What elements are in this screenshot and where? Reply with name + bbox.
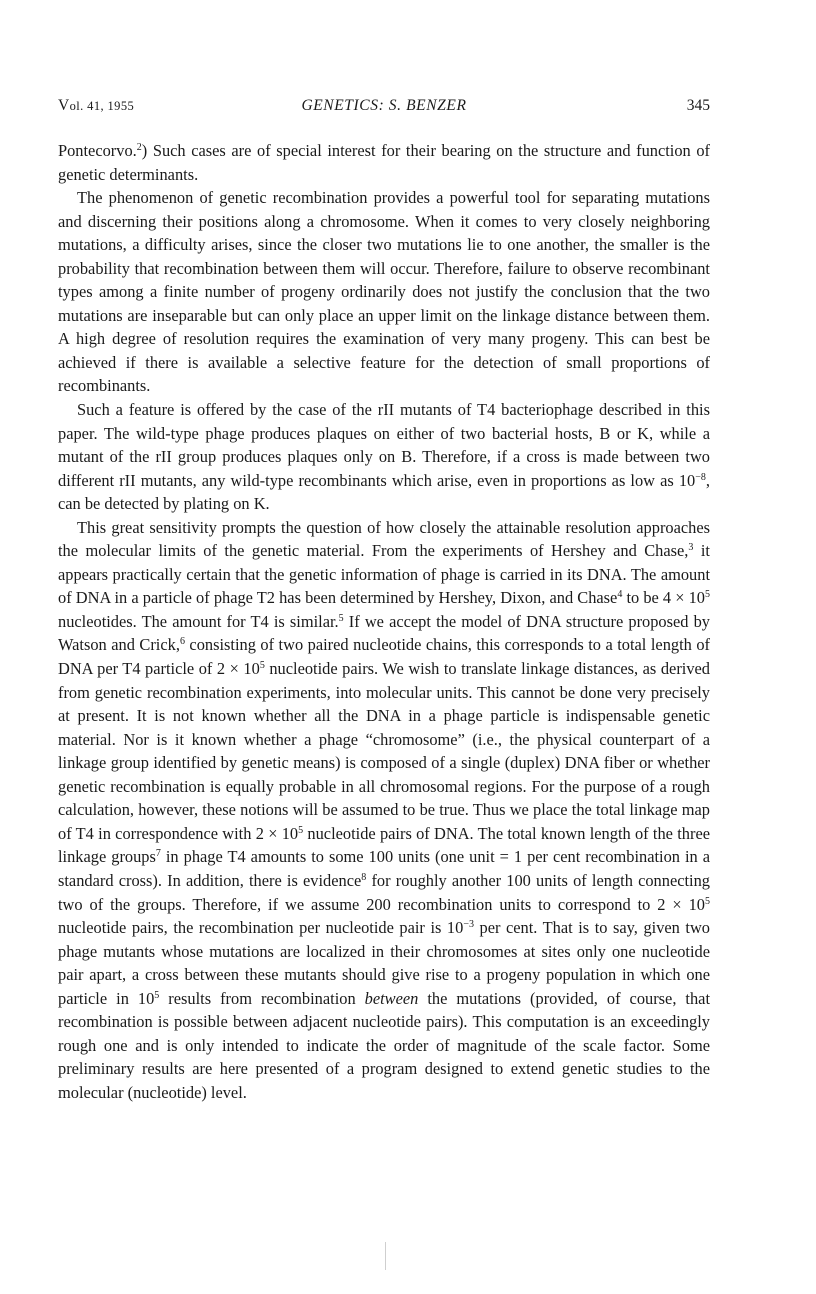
running-title: GENETICS: S. BENZER xyxy=(301,97,467,114)
paragraph-3 xyxy=(58,398,710,516)
footnote-ref: 8 xyxy=(361,871,367,883)
footnote-ref: 4 xyxy=(617,589,623,601)
text-run: If we accept the model of DNA structure proposed by Watson and Crick, xyxy=(58,611,710,655)
footnote-ref: 3 xyxy=(688,542,694,554)
text-run: Pontecorvo. xyxy=(58,141,137,160)
text-run: nucleotides. The amount for T4 is similar. xyxy=(58,611,339,631)
footnote-ref: 2 xyxy=(136,142,142,153)
paragraph-4 xyxy=(58,516,710,1105)
footnote-ref: 5 xyxy=(298,824,304,836)
footnote-ref: 5 xyxy=(338,612,344,624)
text-run: consisting of two paired nucleotide chains, this corresponds to a total length of DNA per T4 particle of 2 × 10 xyxy=(58,635,710,679)
volume-rest: ol. 41, 1955 xyxy=(69,99,135,113)
text-run: it appears practically certain that the genetic information of phage is carried in its DNA. The amount of DNA in a particle of phage T2 has been determined by Hershey, Dixon, and Chase xyxy=(58,541,710,608)
text-run: nucleotide pairs, the recombination per nucleotide pair is 10 xyxy=(58,918,464,938)
text-run: for roughly another 100 units of length connecting two of the groups. Therefore, if we assume 200 recombination units to correspond to 2 × 10 xyxy=(58,870,710,914)
text-run: , can be detected by plating on K. xyxy=(58,470,710,514)
page-number: 345 xyxy=(686,97,710,114)
emphasis-text: between xyxy=(364,988,419,1008)
footnote-ref: −3 xyxy=(463,919,474,931)
paragraph-1 xyxy=(58,139,710,186)
footnote-ref: 5 xyxy=(705,895,710,907)
footnote-ref: 5 xyxy=(259,660,265,672)
text-run: This great sensitivity prompts the question of how closely the attainable resolution approaches the molecular limits of the genetic material. From the experiments of Hershey and Chase, xyxy=(58,517,710,561)
print-mark xyxy=(385,1242,386,1270)
volume-prefix: V xyxy=(58,97,70,114)
footnote-ref: 5 xyxy=(705,589,710,601)
text-run: The phenomenon of genetic recombination provides a powerful tool for separating mutations and discerning their positions along a chromosome. When it comes to very closely neighboring mutations, a difficulty arises, since the closer two mutations lie to one another, the smaller is the probability that recombination between them will occur. Therefore, failure to observe recombinant types among a finite number of progeny ordinarily does not justify the conclusion that the two mutations are inseparable but can only place an upper limit on the linkage distance between them. A high degree of resolution requires the examination of very many progeny. This can best be achieved if there is available a selective feature for the detection of small proportions of recombinants. xyxy=(58,188,710,396)
text-run: in phage T4 amounts to some 100 units (one unit = 1 per cent recombination in a standard cross). In addition, there is evidence xyxy=(58,847,710,890)
text-run: results from recombination xyxy=(159,988,365,1008)
text-run: nucleotide pairs. We wish to translate linkage distances, as derived from genetic recombination experiments, into molecular units. This cannot be done very precisely at present. It is not known whether all the DNA in a phage particle is indispensable genetic material. Nor is it known whether a phage “chromosome” (i.e., the physical counterpart of a linkage group identified by genetic means) is composed of a single (duplex) DNA fiber or whether genetic recombination is equally probable in all chromosomal regions. For the purpose of a rough calculation, however, these notions will be assumed to be true. Thus we place the total linkage map of T4 in correspondence with 2 × 10 xyxy=(58,659,710,843)
text-run: nucleotide pairs of DNA. The total known length of the three linkage groups xyxy=(58,823,710,867)
footnote-ref: 6 xyxy=(179,636,185,648)
footnote-ref: 5 xyxy=(154,989,160,1001)
footnote-ref: −8 xyxy=(695,471,706,483)
text-run: ) Such cases are of special interest for their bearing on the structure and function of genetic determinants. xyxy=(58,141,710,184)
footnote-ref: 7 xyxy=(155,848,161,860)
article-body xyxy=(58,139,710,1104)
text-run: to be 4 × 10 xyxy=(622,588,705,608)
text-run: the mutations (provided, of course, that recombination is possible between adjacent nucleotide pairs). This computation is an exceedingly rough one and is only intended to indicate the order of magnitude of the scale factor. Some preliminary results are here presented of a program designed to extend genetic studies to the molecular (nucleotide) level. xyxy=(58,988,710,1102)
text-run: Such a feature is offered by the case of the rII mutants of T4 bacteriophage described in this paper. The wild-type phage produces plaques on either of two bacterial hosts, B or K, while a mutant of the rII group produces plaques only on B. Therefore, if a cross is made between two different rII mutants, any wild-type recombinants which arise, even in proportions as low as 10 xyxy=(58,400,710,490)
text-run: per cent. That is to say, given two phage mutants whose mutations are localized in their chromosomes at sites only one nucleotide pair apart, a cross between these mutants should give rise to a progeny population in which one particle in 10 xyxy=(58,918,710,1008)
paragraph-2 xyxy=(58,186,710,398)
